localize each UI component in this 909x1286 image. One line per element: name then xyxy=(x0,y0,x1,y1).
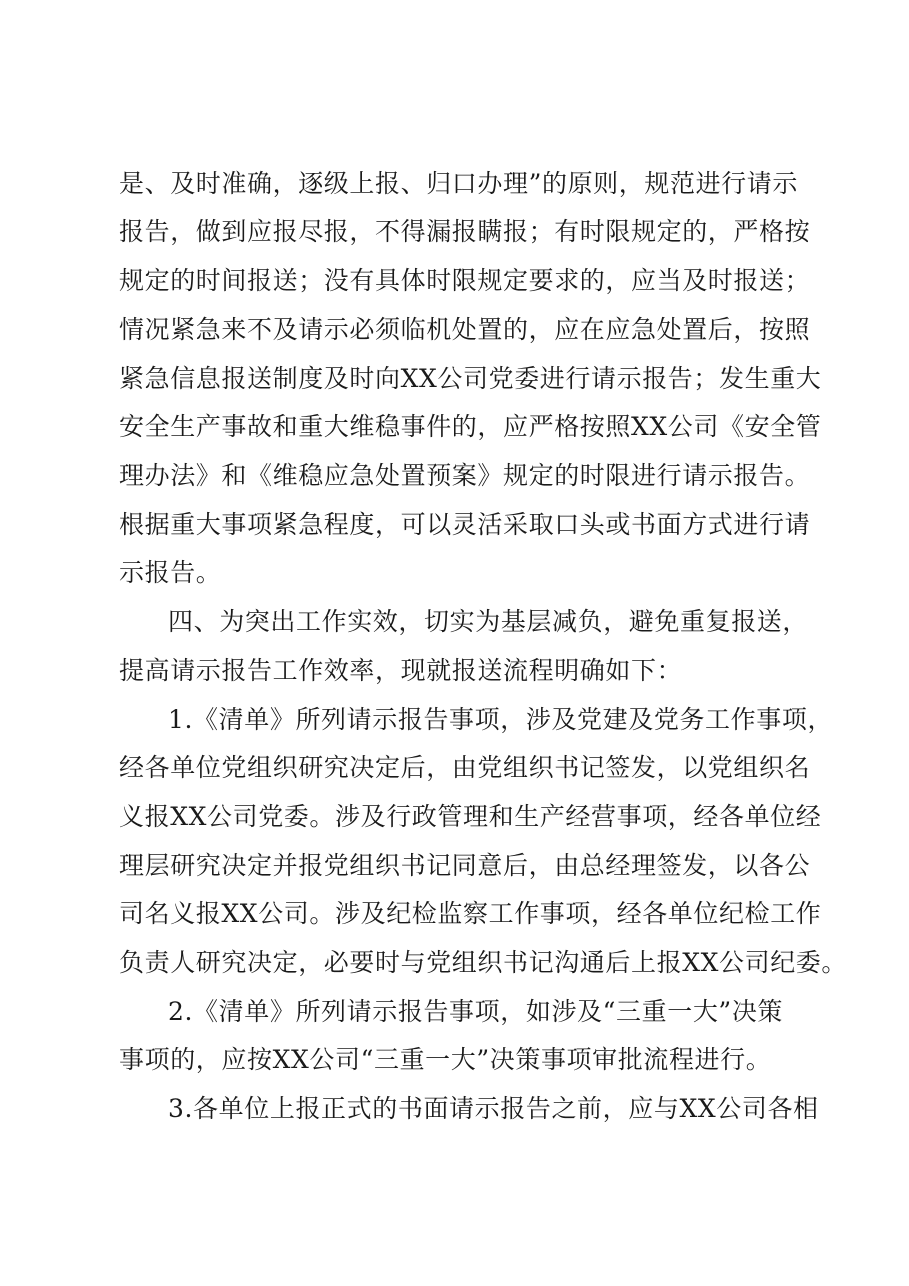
text-line: 司名义报XX公司。涉及纪检监察工作事项，经各单位纪检工作 xyxy=(119,899,822,928)
text-line: 紧急信息报送制度及时向XX公司党委进行请示报告；发生重大 xyxy=(119,364,822,393)
text-line: 情况紧急来不及请示必须临机处置的，应在应急处置后，按照 xyxy=(119,315,811,344)
text-line: 经各单位党组织研究决定后，由党组织书记签发，以党组织名 xyxy=(119,753,811,782)
text-line: 理办法》和《维稳应急处置预案》规定的时限进行请示报告。 xyxy=(119,461,811,490)
list-item-3-line: 3.各单位上报正式的书面请示报告之前，应与XX公司各相 xyxy=(168,1094,819,1123)
text-line: 安全生产事故和重大维稳事件的，应严格按照XX公司《安全管 xyxy=(119,412,822,441)
text-line: 事项的，应按XX公司“三重一大”决策事项审批流程进行。 xyxy=(119,1045,772,1074)
text-line: 规定的时间报送；没有具体时限规定要求的，应当及时报送； xyxy=(119,266,811,295)
list-item-1-line: 1.《清单》所列请示报告事项，涉及党建及党务工作事项， xyxy=(168,705,834,734)
paragraph-heading-line: 四、为突出工作实效，切实为基层减负，避免重复报送， xyxy=(168,607,809,636)
text-line: 是、及时准确，逐级上报、归口办理”的原则，规范进行请示 xyxy=(119,169,798,198)
text-line: 义报XX公司党委。涉及行政管理和生产经营事项，经各单位经 xyxy=(119,802,822,831)
text-line: 负责人研究决定，必要时与党组织书记沟通后上报XX公司纪委。 xyxy=(119,948,847,977)
text-line: 理层研究决定并报党组织书记同意后，由总经理签发，以各公 xyxy=(119,851,811,880)
text-line: 提高请示报告工作效率，现就报送流程明确如下： xyxy=(119,656,683,685)
list-item-2-line: 2.《清单》所列请示报告事项，如涉及“三重一大”决策 xyxy=(168,997,784,1026)
text-line: 示报告。 xyxy=(119,558,222,587)
text-line: 根据重大事项紧急程度，可以灵活采取口头或书面方式进行请 xyxy=(119,510,811,539)
text-line: 报告，做到应报尽报，不得漏报瞒报；有时限规定的，严格按 xyxy=(119,217,811,246)
